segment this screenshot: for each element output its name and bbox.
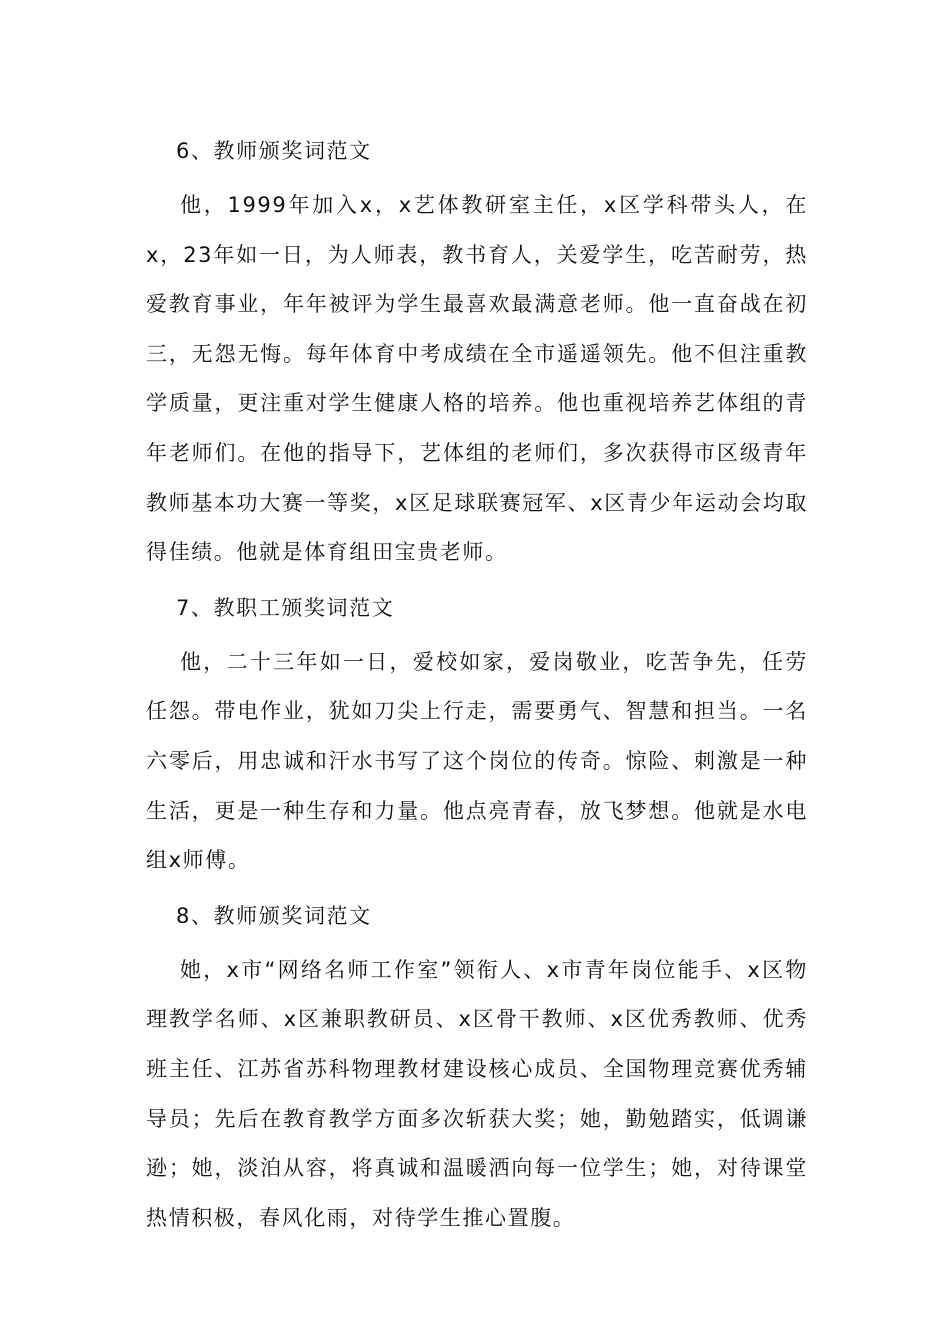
section-heading: 6、教师颁奖词范文 xyxy=(176,139,372,163)
section-paragraph: 她，x市“网络名师工作室”领衔人、x市青年岗位能手、x区物理教学名师、x区兼职教研员、x区骨干教师、x区优秀教师、优秀班主任、江苏省苏科物理教材建设核心成员、全国物理竞赛优秀辅导员；先后在教育教学方面多次斩获大奖；她，勤勉踏实，低调谦逊；她，淡泊从容，将真诚和温暖洒向每一位学生；她，对待课堂热情积极，春风化雨，对待学生推心置腹。 xyxy=(146,957,808,1230)
section-heading: 8、教师颁奖词范文 xyxy=(176,903,372,928)
section-paragraph: 他，二十三年如一日，爱校如家，爱岗敬业，吃苦争先，任劳任怨。带电作业，犹如刀尖上行走，需要勇气、智慧和担当。一名六零后，用忠诚和汗水书写了这个岗位的传奇。惊险、刺激是一种生活，更是一种生存和力量。他点亮青春，放飞梦想。他就是水电组x师傅。 xyxy=(146,649,808,873)
section-paragraph: 他，1999年加入x，x艺体教研室主任，x区学科带头人，在x，23年如一日，为人师表，教书育人，关爱学生，吃苦耐劳，热爱教育事业，年年被评为学生最喜欢最满意老师。他一直奋战在初三，无怨无悔。每年体育中考成绩在全市遥遥领先。他不但注重教学质量，更注重对学生健康人格的培养。他也重视培养艺体组的青年老师们。在他的指导下，艺体组的老师们，多次获得市区级青年教师基本功大赛一等奖，x区足球联赛冠军、x区青少年运动会均取得佳绩。他就是体育组田宝贵老师。 xyxy=(146,193,808,565)
section-heading: 7、教职工颁奖词范文 xyxy=(176,595,395,620)
section-7 xyxy=(146,592,808,886)
section-6 xyxy=(146,135,808,578)
section-8 xyxy=(146,900,808,1244)
